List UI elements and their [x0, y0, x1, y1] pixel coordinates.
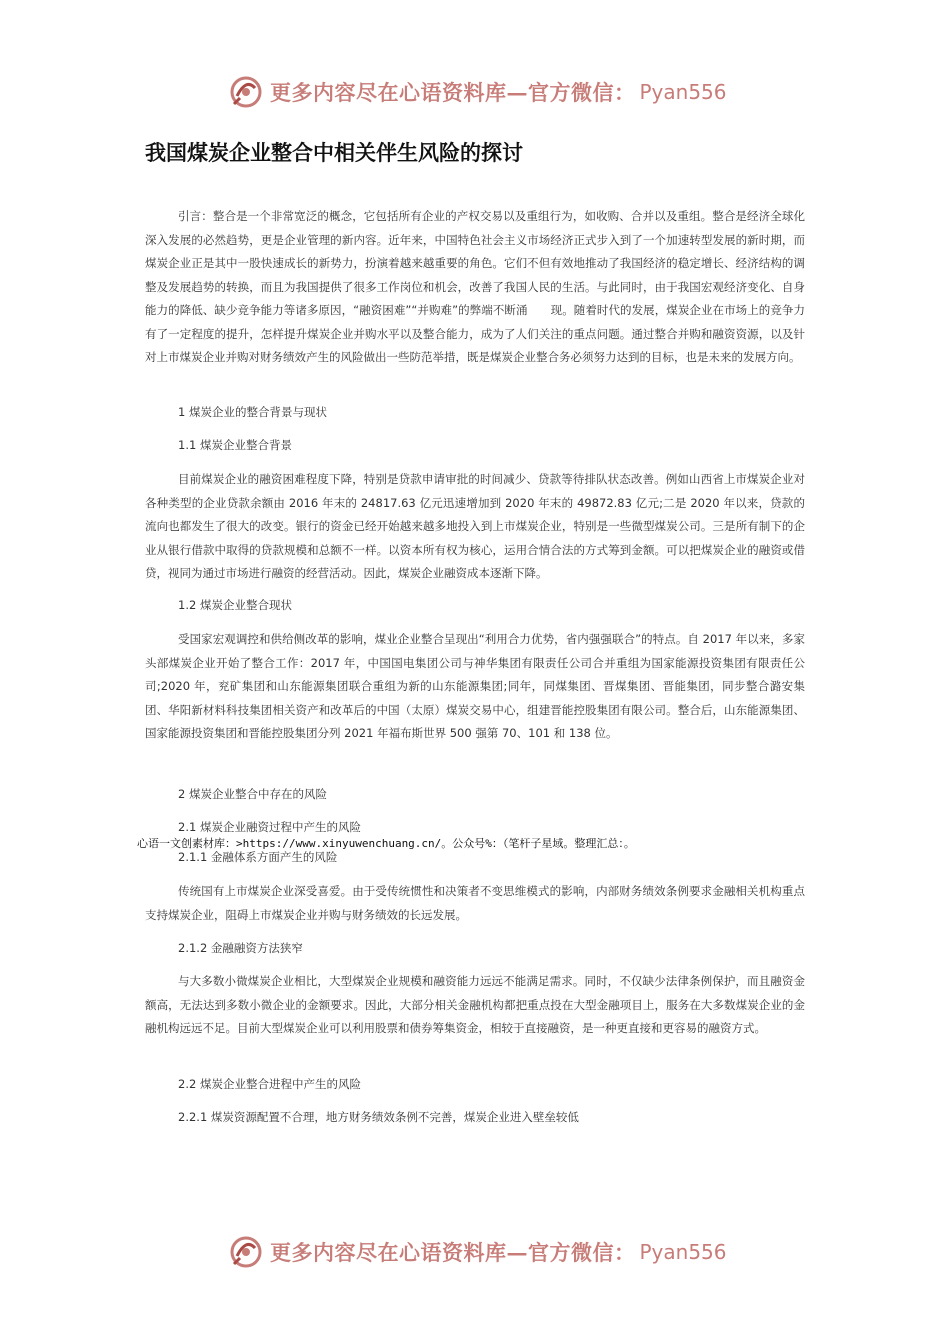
section-2-1-1-paragraph: 传统国有上市煤炭企业深受喜爱。由于受传统惯性和决策者不变思维模式的影响，内部财务绩效条例要求金融相关机构重点支持煤炭企业，阻碍上市煤炭企业并购与财务绩效的长远发展。 — [145, 884, 805, 922]
banner-text: 更多内容尽在心语资料库—官方微信： — [270, 1240, 636, 1265]
footer-banner — [228, 1232, 748, 1272]
section-1-heading: 1 煤炭企业的整合背景与现状 — [178, 405, 327, 419]
section-1-2-paragraph: 受国家宏观调控和供给侧改革的影响，煤业企业整合呈现出“利用合力优势，省内强强联合”的特点。自 2017 年以来，多家头部煤炭企业开始了整合工作：2017 年，中国国电集团公司与神华集团有限责任公司合并重组为国家能源投资集团有限责任公司;2020 年，兖矿集团和山东能源集团联合重组为新的山东能源集团;同年，同煤集团、晋煤集团、晋能集团，同步整合潞安集团、华阳新材料科技集团相关资产和改革后的中国（太原）煤炭交易中心，组建晋能控股集团有限公司。整合后，山东能源集团、国家能源投资集团和晋能控股集团分列 2021 年福布斯世界 500 强第 70、101 和 138 位。 — [145, 632, 805, 740]
section-2-1-2-paragraph: 与大多数小微煤炭企业相比，大型煤炭企业规模和融资能力远远不能满足需求。同时，不仅缺少法律条例保护，而且融资金额高，无法达到多数小微企业的金额要求。因此，大部分相关金融机构都把重点投在大型金融项目上，服务在大多数煤炭企业的金融机构远远不足。目前大型煤炭企业可以利用股票和债券筹集资金，相较于直接融资，是一种更直接和更容易的融资方式。 — [145, 974, 805, 1035]
banner-wechat-id: Pyan556 — [639, 1240, 727, 1264]
brand-logo-icon — [228, 1234, 264, 1270]
banner-text: 更多内容尽在心语资料库—官方微信： — [270, 80, 636, 105]
section-2-1-heading: 2.1 煤炭企业融资过程中产生的风险 — [178, 820, 361, 834]
section-1-1-paragraph: 目前煤炭企业的融资困难程度下降，特别是贷款申请审批的时间减少、贷款等待排队状态改善。例如山西省上市煤炭企业对各种类型的企业贷款余额由 2016 年末的 24817.63 亿元迅速增加到 2020 年末的 49872.83 亿元;二是 2020 年以来，贷款的流向也都发生了很大的改变。银行的资金已经开始越来越多地投入到上市煤炭企业，特别是一些微型煤炭公司。三是所有制下的企业从银行借款中取得的贷款规模和总额不一样。以资本所有权为核心，运用合情合法的方式筹到金额。可以把煤炭企业的融资或借贷，视同为通过市场进行融资的经营活动。因此，煤炭企业融资成本逐渐下降。 — [145, 472, 805, 580]
section-2-1-1-heading: 2.1.1 金融体系方面产生的风险 — [178, 850, 338, 864]
section-2-1-2-heading: 2.1.2 金融融资方法狭窄 — [178, 941, 303, 955]
header-banner — [228, 72, 748, 112]
banner-wechat-id: Pyan556 — [639, 80, 727, 104]
section-2-2-1-heading: 2.2.1 煤炭资源配置不合理，地方财务绩效条例不完善，煤炭企业进入壁垒较低 — [178, 1110, 579, 1124]
section-2-heading: 2 煤炭企业整合中存在的风险 — [178, 787, 327, 801]
section-1-2-heading: 1.2 煤炭企业整合现状 — [178, 598, 292, 612]
document-title: 我国煤炭企业整合中相关伴生风险的探讨 — [145, 141, 523, 165]
intro-paragraph: 引言：整合是一个非常宽泛的概念，它包括所有企业的产权交易以及重组行为，如收购、合并以及重组。整合是经济全球化深入发展的必然趋势，更是企业管理的新内容。近年来，中国特色社会主义市场经济正式步入到了一个加速转型发展的新时期，而煤炭企业正是其中一股快速成长的新势力，扮演着越来越重要的角色。它们不但有效地推动了我国经济的稳定增长、经济结构的调整及发展趋势的转换，而且为我国提供了很多工作岗位和机会，改善了我国人民的生活。与此同时，由于我国宏观经济变化、自身能力的降低、缺少竞争能力等诸多原因，“融资困难”“并购难”的弊端不断涌 现。随着时代的发展，煤炭企业在市场上的竞争力有了一定程度的提升，怎样提升煤炭企业并购水平以及整合能力，成为了人们关注的重点问题。通过整合并购和融资资源，以及针对上市煤炭企业并购对财务绩效产生的风险做出一些防范举措，既是煤炭企业整合务必须努力达到的目标，也是未来的发展方向。 — [145, 209, 805, 364]
section-2-2-heading: 2.2 煤炭企业整合进程中产生的风险 — [178, 1077, 361, 1091]
brand-logo-icon — [228, 74, 264, 110]
section-1-1-heading: 1.1 煤炭企业整合背景 — [178, 438, 292, 452]
watermark-line: 心语一文创素材库：>https://www.xinyuwenchuang.cn/。公众号%：（笔杆子星域。整理汇总：。 — [137, 837, 635, 850]
